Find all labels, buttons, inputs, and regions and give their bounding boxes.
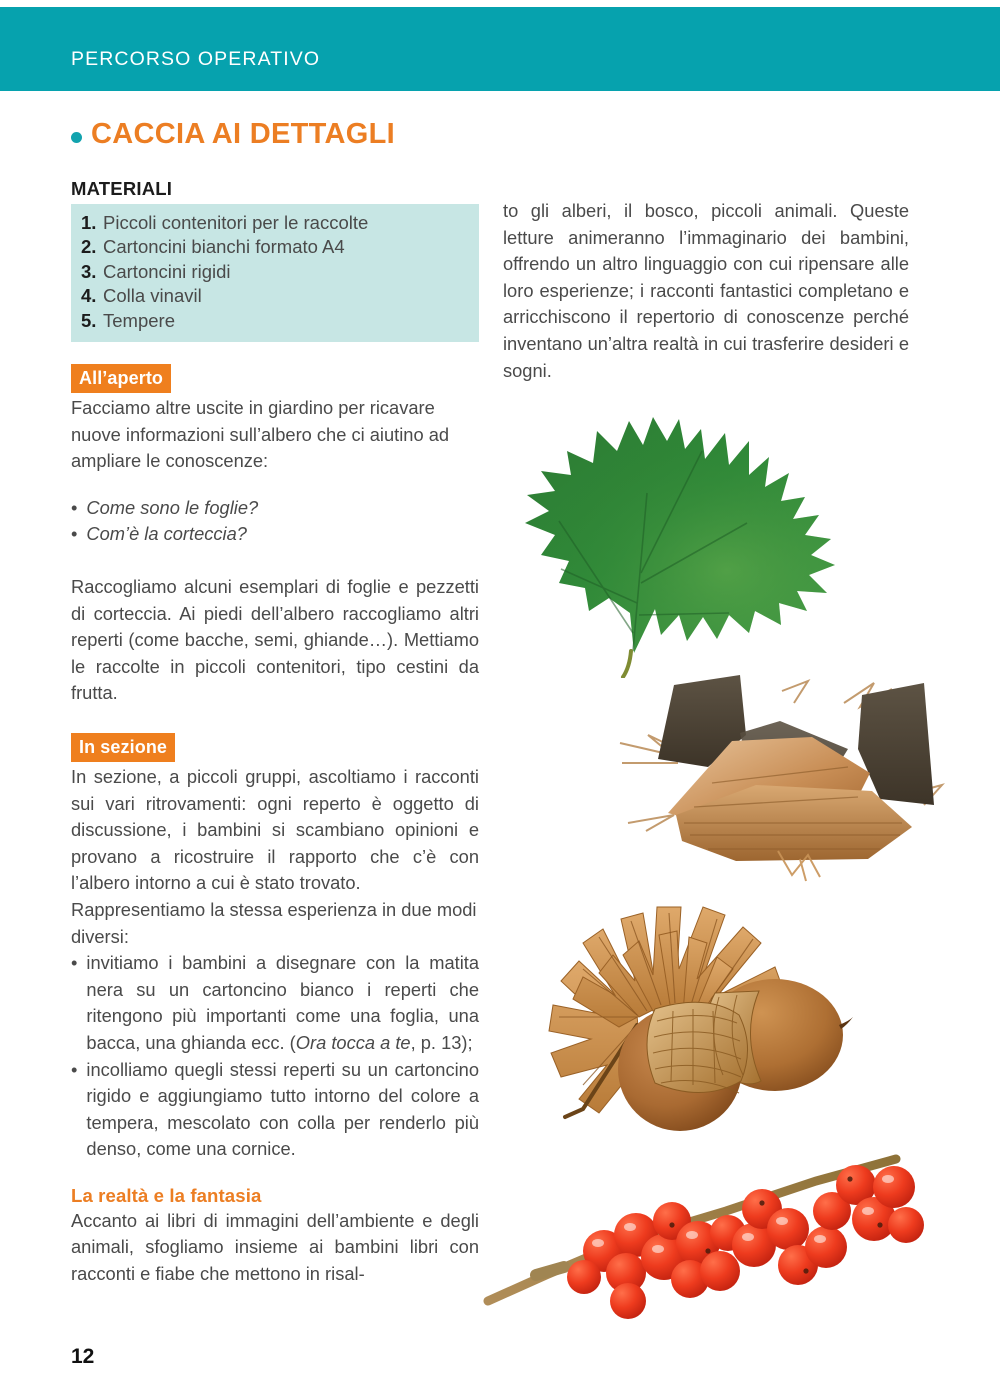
bullet-icon: • [71, 496, 78, 518]
list-item-label: Cartoncini bianchi formato A4 [103, 236, 345, 258]
allaperto-paragraph-2: Raccogliamo alcuni esemplari di foglie e pezzetti di corteccia. Ai piedi dell’albero raccogliamo altri reperti (come bacche, semi, ghiande…). Mettiamo le raccolte in piccoli contenitori, tipo cestini da frutta. [71, 576, 479, 704]
fantasia-heading: La realtà e la fantasia [71, 1184, 262, 1206]
bullet-text: incolliamo quegli stessi reperti su un cartoncino rigido e aggiungiamo tutto intorno del colore a tempera, mescolato con colla per renderlo più denso, come una cornice. [86, 1058, 479, 1160]
section-label: PERCORSO OPERATIVO [71, 48, 321, 70]
list-item [71, 1057, 479, 1163]
list-item-number: 3. [81, 260, 97, 282]
insezione-bullet-list [71, 950, 479, 1163]
page-title-text: CACCIA AI DETTAGLI [91, 118, 395, 150]
materials-list [81, 211, 469, 333]
list-item-label: Tempere [103, 309, 175, 331]
allaperto-question-list [71, 495, 479, 548]
header-band [0, 7, 1000, 91]
materials-box [71, 204, 479, 342]
bullet-dot-icon [71, 132, 82, 143]
bullet-text-italic: Ora tocca a te [295, 1031, 411, 1053]
right-column [503, 198, 909, 384]
list-item-number: 2. [81, 236, 97, 258]
list-item [71, 950, 479, 1056]
list-item-label: Piccoli contenitori per le raccolte [103, 212, 369, 233]
left-column [71, 178, 479, 1288]
allaperto-badge-wrap [71, 364, 479, 393]
list-item [71, 521, 479, 548]
list-item-number: 1. [81, 212, 97, 233]
list-item [71, 495, 479, 522]
question-text: Com’è la corteccia? [86, 523, 247, 545]
list-item-label: Colla vinavil [103, 285, 202, 307]
status-badge-allaperto: All’aperto [71, 364, 171, 393]
list-item-label: Cartoncini rigidi [103, 260, 231, 282]
status-badge-insezione: In sezione [71, 733, 175, 762]
fantasia-paragraph: Accanto ai libri di immagini dell’ambiente e degli animali, sfogliamo insieme ai bambini libri con racconti e fiabe che mettono in risal- [71, 1209, 479, 1285]
bullet-text [86, 950, 479, 1056]
page-number: 12 [71, 1345, 95, 1368]
list-item [81, 211, 469, 235]
bullet-text-part2: , p. 13); [410, 1031, 473, 1053]
list-item-number: 5. [81, 309, 97, 331]
page-title [71, 118, 395, 151]
list-item [81, 235, 469, 259]
list-item [81, 260, 469, 284]
question-text: Come sono le foglie? [86, 496, 259, 518]
green-plane-leaf-photo [497, 383, 917, 678]
acorns-with-dried-oak-leaf-photo [487, 885, 877, 1150]
bullet-icon: • [71, 952, 78, 974]
list-item-number: 4. [81, 285, 97, 307]
materials-heading: MATERIALI [71, 178, 173, 199]
allaperto-paragraph: Facciamo altre uscite in giardino per ricavare nuove informazioni sull’albero che ci aiutino ad ampliare le conoscenze: [71, 397, 450, 472]
list-item [81, 309, 469, 333]
bullet-icon: • [71, 523, 78, 545]
insezione-badge-wrap [71, 733, 479, 762]
list-item [81, 284, 469, 308]
insezione-paragraph: In sezione, a piccoli gruppi, ascoltiamo i racconti sui vari ritrovamenti: ogni reperto è oggetto di discussione, i bambini si scambiano opinioni e provano a ricostruire il rapporto che c’è con l’albero intorno a cui è stato trovato. [71, 765, 479, 894]
bullet-icon: • [71, 1058, 78, 1080]
right-column-paragraph: to gli alberi, il bosco, piccoli animali. Queste letture animeranno l’immaginario dei bambini, offrendo un altro linguaggio con cui ripensare alle loro esperienze; i racconti fantastici completano e arricchiscono il repertorio di conoscenze perché inventano un’altra realtà in cui trasferire desideri e sogni. [503, 200, 909, 381]
bullet-text-part1: invitiamo i bambini a disegnare con la matita nera su un cartoncino bianco i reperti che ritengono più importanti come una foglia, una bacca, una ghianda ecc. ( [86, 952, 479, 1053]
tree-bark-pieces-photo [612, 663, 962, 898]
red-berries-branch-photo [476, 1125, 936, 1320]
insezione-paragraph-2: Rappresentiamo la stessa esperienza in due modi diversi: [71, 898, 477, 947]
